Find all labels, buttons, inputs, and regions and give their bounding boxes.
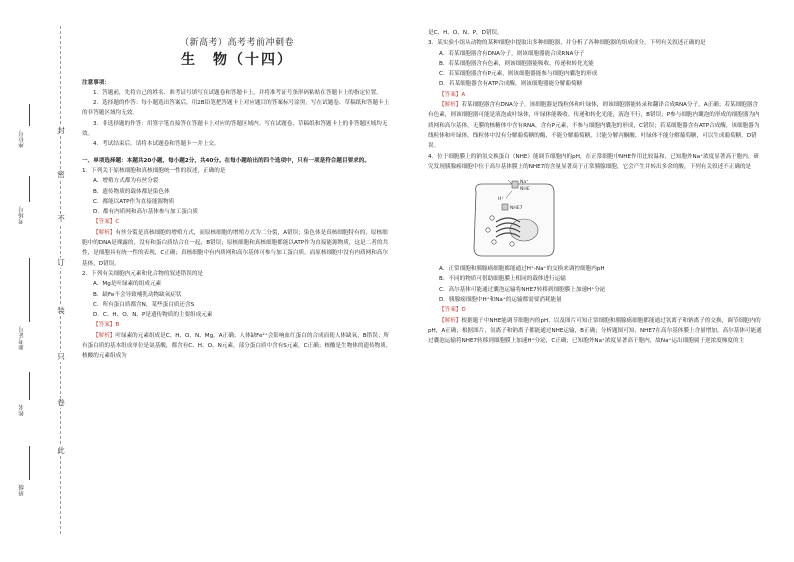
analysis [428,316,763,347]
question-stem: 3．某实验小组从动物的某种细胞中提取出多种细胞器，并分析了各种细胞器的组成成分。下列有关叙述正确的是 [428,40,706,47]
seal-char: 卷 [57,398,65,407]
class-line [29,446,30,480]
seal-line [60,26,61,534]
analysis [428,100,763,151]
subject-title: 生 物（十四） [181,52,293,69]
option: B．不同的物质可借助细胞膜上相同的载体进行运输 [439,276,566,283]
seal-char: 密 [57,170,65,179]
nhe7-label: NHE7 [510,206,523,212]
admission-number-label: 准考证号 [19,326,25,350]
analysis-tag: 【解析】 [439,102,462,109]
name-line [29,372,30,400]
analysis-text: 有丝分裂是真核细胞的增殖方式，而原核细胞的增殖方式为二分裂，A错误；染色体是真核细胞特有的，原核细胞中的DNA是裸露的，没有和蛋白质结合在一起，B错误；原核细胞和真核细胞都能以ATP作为直接能源物质，这是二者的共性，是细胞具有统一性的表现，C正确；真核细胞中有内质网和高尔基体可参与加工蛋白质，而原核细胞中没有内质网和高尔基体，D错误。 [82,229,389,267]
note-item: 4．考试结束后，请将本试题卷和答题卡一并上交。 [93,141,220,148]
nhe7-transporter [502,204,508,210]
answer: 【答案】D [439,307,466,314]
section-heading: 一、单项选择题：本题共20小题，每小题2分，共40分。在每小题给出的四个选项中，只有一项是符合题目要求的。 [82,157,370,164]
exam-room-label: 考场号 [19,206,25,224]
left-column [82,0,392,362]
binding-margin [0,0,74,562]
option: B．遗传物质的载体都是染色体 [93,188,170,195]
option: C．高尔基体可能通过囊泡运输将NHE7转移到细胞膜上加速H⁺分泌 [439,286,606,293]
nhe-label: NHE [520,187,530,193]
question-stem: 4．位于细胞膜上的钠氢交换蛋白（NHE）能调节细胞内的pH，在正常细胞中NHE作用比较温和，已知胞外Na⁺浓度显著高于胞内，研究发现胰腺癌细胞中位于高尔基体膜上的NHE7的含量显著高于正常胰腺细胞，它会产生并转出多余的酸，下列有关叙述不正确的是 [428,153,760,170]
analysis-tag: 【解析】 [93,332,116,339]
notes-heading: 注意事项： [82,79,110,86]
analysis-text: 若某细胞器含有DNA分子，该细胞器是线粒体和叶绿体，则该细胞器能转录和翻译合成RNA分子，A正确；若某细胞器含有色素，则该细胞器可能是液泡或叶绿体，叶绿体能吸收、传递和转化光能，液泡不行，B错误；P参与细胞内囊泡的形成的细胞器为内质网和高尔基体，无膜的核糖体中含有RNA，含有P元素，不参与细胞内囊泡的形成，C错误；若某细胞器含有ATP合成酶，该细胞器为线粒体和叶绿体，线粒体中没有分解葡萄糖的酶，不能分解葡萄糖，只能分解丙酮酸，叶绿体不能分解葡萄糖，可以生成葡萄糖，D错误。 [428,102,760,150]
cell-diagram [468,178,560,260]
option: A．增殖方式都为有丝分裂 [93,178,159,185]
option: D．胰腺癌细胞中H⁺和Na⁺的运输都需要消耗能量 [439,297,562,304]
question-stem: 2．下列有关细胞内元素和化合物的叙述错误的是 [82,270,204,277]
seat-number-line [29,104,30,126]
option: A．正常细胞和胰腺癌细胞都能通过H⁺-Na⁺的交换来调控细胞内pH [439,266,605,273]
seal-char: 装 [57,306,65,315]
option: C．都能以ATP作为直接能源物质 [93,198,175,205]
exam-room-line [29,176,30,202]
option: D．都有内质网和高尔基体参与加工蛋白质 [93,209,198,216]
cell-diagram-svg [468,178,560,260]
class-label: 班级 [19,484,25,496]
nucleus [510,219,538,241]
name-label: 姓名 [19,404,25,416]
answer: 【答案】C [93,219,120,226]
note-item: 2．选择题的作答：每小题选出答案后，用2B铅笔把答题卡上对应题目的答案标号涂黑，写在试题卷、草稿纸和答题卡上的非答题区域均无效。 [82,100,390,117]
admission-number-line [29,258,30,322]
na-arrow [508,180,512,184]
option: B．缺Fe不会导致哺乳动物缺氧症状 [93,291,182,298]
analysis-tag: 【解析】 [93,229,116,236]
analysis-tag: 【解析】 [439,317,462,324]
analysis-text: 叶绿素的元素组成是C、H、O、N、Mg，A正确；人体缺Fe²⁺会影响血红蛋白的合成而使人体缺氧，B错误；所有蛋白质的基本组成单位是氨基酸，都含有C、H、O、N元素，部分蛋白质中含有S元素，C正确；核酸是生物体的遗传物质，核酸的元素组成为 [82,332,392,360]
seal-char: 只 [57,352,65,361]
seal-char: 不 [57,214,65,223]
answer: 【答案】B [93,322,120,329]
question-stem: 1．下列关于原核细胞和真核细胞统一性的叙述，正确的是 [82,167,226,174]
note-item: 3．非选择题的作答：用签字笔直接答在答题卡上对应的答题区域内。写在试题卷、草稿纸和答题卡上的非答题区域均无效。 [82,120,388,138]
option: C．若某细胞器含有P元素，则该细胞器能参与细胞内囊泡的形成 [439,71,598,78]
na-label: Na⁺ [520,180,529,186]
option: A．若某细胞器含有DNA分子，则该细胞器能合成RNA分子 [439,50,585,57]
exam-series-title: （新高考）高考考前冲刺卷 [179,38,294,48]
seal-char: 此 [57,446,65,455]
analysis [82,331,392,362]
nhe-transporter [512,181,518,188]
analysis-text: 根据题干中NHE能调节细胞内的pH，以及图片可知正常细胞和胰腺癌细胞都能通过氢离子和钠离子的交换，调节细胞内的pH，A正确；根据图片，氢离子和钠离子都能通过NHE运输，B正确；分析题图可知，NHE7在高尔基体膜上含量增加，高尔基体可能通过囊泡运输将NHE7转移到细胞膜上加速H⁺分泌，C正确；已知胞外Na⁺浓度显著高于胞内，故Na⁺运出细胞属于逆浓度梯度的主 [428,317,762,345]
continued-text: 是C、H、O、N、P，D错误。 [428,30,503,36]
note-item: 1．答题前，先将自己的姓名、准考证号填写在试题卷和答题卡上，并将准考证号条形码粘贴在答题卡上的指定位置。 [93,89,382,96]
right-column [428,28,763,347]
analysis [82,228,392,269]
h-label: H⁺ [498,197,504,203]
option: D．C、H、O、N、P是遗传物质的主要组成元素 [93,312,213,319]
option: D．若某细胞器含有ATP合成酶，则该细胞器能分解葡萄糖 [439,81,583,88]
answer: 【答案】A [439,91,466,98]
option: C．所有蛋白质都含N，某些蛋白质还含S [93,301,195,308]
seat-number-label: 座位号 [19,130,25,148]
seal-char: 封 [57,126,65,135]
option: A．Mg是叶绿素的组成元素 [93,281,162,288]
seal-char: 订 [57,258,65,267]
option: B．若某细胞器含有色素，则该细胞器能吸收、传递和转化光能 [439,60,594,67]
